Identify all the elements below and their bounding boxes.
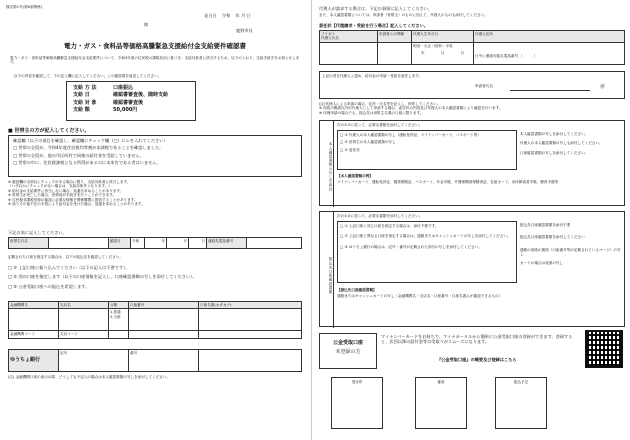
type-field[interactable]: [109, 309, 129, 331]
page-divider: [311, 0, 312, 440]
bank-docs-examples-heading: 【振込先口座確認書類】: [337, 288, 377, 292]
yucho-number-label: 番号: [129, 350, 199, 372]
label-amount: 支給 額: [73, 106, 90, 113]
value-target: 確認書審査後: [113, 99, 144, 106]
yucho-label: ゆうちょ銀行: [9, 350, 59, 372]
note-line: ※ 住民税非課税世帯の確認に必要な情報を関係機関に提供することがあります。: [8, 197, 138, 202]
header-name: 世帯主氏名: [9, 238, 49, 249]
qr-code-icon[interactable]: [585, 330, 623, 368]
stamp-reception: 受付印: [331, 377, 383, 429]
koukin-link[interactable]: 『公金受取口座』の概要及び登録はこちら: [437, 357, 517, 362]
label-date: 支給 日: [73, 92, 90, 99]
delegation-box: [319, 71, 625, 99]
stamp-transfer: 振込予定: [495, 377, 547, 429]
agent-relation-field[interactable]: [378, 42, 412, 64]
id-doc-item[interactable]: □ ③ 委任状: [340, 147, 360, 152]
footer-note: (注) 金融機関口座の表示の際、どうしても不記入の場合は本人確認書類の写しを添付してください。: [8, 375, 171, 379]
yucho-table: [8, 349, 302, 372]
id-docs-side-label: 本人確認書類の写しを添付: [320, 121, 334, 207]
confirm-era: 令和: [131, 238, 145, 249]
check-intro: 確認欄（以下の項目を確認し、確認欄にチェック欄（□）にレを入れてください）: [13, 138, 168, 143]
bank-docs-section: [319, 211, 625, 327]
agent-birth-field[interactable]: 明治・大正・昭和・平成 年 月 日: [412, 42, 474, 64]
koukin-label: 公金受取口座: [332, 340, 363, 346]
yucho-holder-field[interactable]: [199, 350, 302, 372]
agent-fine-print: (注)代理人による申請の場合、住所・氏名等を記入し、押印してください。 ※ 同居の親族以外が代理人として申請する場合、委任状の内容及び代理人の本人確認書類により確認を行います。 ※ 代理申請の場合でも、振込先は世帯主名義の口座に限ります。: [319, 102, 503, 115]
id-docs-heading: 次の①②に従って、必要な書類を添付してください。: [337, 123, 423, 127]
agent-address-field[interactable]: 日中に連絡可能な電話番号 （ ）: [474, 42, 625, 64]
label-target: 支給 対 象: [73, 99, 97, 106]
applicant-header: 下記の表に記入してください。: [8, 230, 67, 235]
id-docs-list: [337, 130, 517, 170]
header-confirm: 確認日: [109, 238, 131, 249]
check-item-3[interactable]: □ 世帯の中に、住民税課税となる所得があるのに未申告である者はいません。: [13, 159, 161, 165]
confirm-month[interactable]: 月: [167, 238, 189, 249]
id-docs-section: [319, 120, 625, 206]
bank-option-3[interactable]: □ ③ 公金受取口座への振込を希望します。: [8, 283, 90, 289]
type-option[interactable]: 1.普通: [110, 310, 121, 315]
seal-mark: ㊞: [600, 84, 606, 90]
check-item-2[interactable]: □ 世帯の全員が、他の市区町村で同様の給付金を受給していません。: [13, 152, 145, 158]
bank-table: [8, 301, 302, 339]
header-address: 代理人住所: [474, 31, 625, 43]
header-relation: 申請者との関係: [378, 31, 412, 43]
document-title: 電力・ガス・食料品等価格高騰緊急支援給付金支給要件確認書: [64, 42, 246, 50]
holder-field[interactable]: [199, 309, 302, 331]
branch-name-field[interactable]: [59, 309, 109, 331]
header-type: 分類: [109, 302, 129, 309]
bank-docs-right: 振込先口座確認書類を添付不要 振込先口座確認書類を添付してください 通帳の表紙の裏面（口座番号等が記載されているページ）の写し カードの場合は表面の写し: [520, 223, 621, 265]
id-doc-item[interactable]: □ ① 代理人の本人確認書類の写し（運転免許証、マイナンバーカード、パスポート等）: [340, 133, 481, 137]
bank-doc-item[interactable]: □ ① 上記口座と同じ口座を指定する場合は、添付不要です。: [340, 224, 439, 228]
koukin-label-box: [319, 333, 377, 369]
agent-title: 代理人が請求する場合は、下記の事項に記入してください。: [319, 6, 433, 11]
applicant-sig-field[interactable]: [510, 90, 590, 91]
notes-block: [8, 180, 302, 207]
section-heading: ■ 世帯主の方が記入してください。: [8, 128, 90, 134]
value-amount: 50,000円: [113, 106, 138, 113]
bank-options: [8, 265, 302, 289]
koukin-text: マイナンバーカードをお持ちで、マイナポータルから簡単に公金受取口座の登録ができます。登録すると、次回以降の給付金等の受取りがスムーズになります。: [381, 334, 573, 345]
header-account-no: 口座番号: [129, 302, 199, 309]
agent-sub: また、本人確認書類については、申請者（世帯主）のものに加えて、代理人のものも添付してください。: [319, 13, 488, 17]
name-field[interactable]: [49, 238, 109, 249]
bank-docs-examples-text: 通帳またはキャッシュカードの写し（金融機関名・支店名・口座番号・口座名義人が確認できるもの）: [337, 294, 503, 298]
confirm-day[interactable]: 日: [189, 238, 207, 249]
applicant-table: [8, 237, 302, 249]
form-number: 様式第1号(第6条関係): [6, 5, 43, 9]
bank-option-1[interactable]: □ ① 上記口座に振り込んでください（以下の記入は不要です）。: [8, 265, 130, 270]
intro-text-2: 以下の内容を確認して、下の記入欄に記入してください。この確認書を返送してください。: [14, 74, 162, 78]
bank-doc-item[interactable]: □ ③ ゆうちょ銀行の場合は、記号・番号が記載された部分の写しを添付してください。: [340, 244, 482, 249]
yucho-symbol-label: 記号: [59, 350, 129, 372]
bank-docs-heading: 次の①②に従って、必要な書類を添付してください。: [337, 214, 423, 218]
header-birth: 代理人生年月日: [412, 31, 474, 43]
confirm-year[interactable]: 年: [145, 238, 167, 249]
header-branch: 支店名: [59, 302, 109, 309]
stamp-review: 審査: [415, 377, 467, 429]
addressee: 様: [144, 22, 149, 27]
id-doc-item[interactable]: □ ② 世帯主の本人確認書類の写し: [340, 140, 396, 145]
note-line: ※ 給付金の支給要件に該当しない場合、返還を求めることがあります。: [8, 188, 124, 193]
bank-name-field[interactable]: [9, 309, 59, 331]
id-examples-text: マイナンバーカード、運転免許証、健康保険証、パスポート、年金手帳、介護保険被保険者証、在留カード、身体障害者手帳、療育手帳等: [337, 180, 559, 184]
header-furigana: フリガナ 代理人氏名: [320, 31, 378, 43]
left-page: [4, 3, 306, 437]
intro-text: 電力・ガス・食料品等価格高騰緊急支援給付金支給要件について、令和4年度の住民税の課税状況に基づき、支給対象者に該当するため、以下のとおり、支給手続きをお知らせします。: [10, 56, 300, 65]
bank-intro: 記載された口座を指定する場合は、以下の振込先を確認してください。: [8, 255, 123, 259]
id-docs-right: 本人確認書類の写しを添付してください。 代理人の本人確認書類の写しも添付してください。 口座確認書類の写しを添付してください。: [520, 132, 603, 155]
bank-docs-side-label: 振込先口座確認書類: [320, 212, 334, 328]
bank-code-label: 金融機関コード: [9, 331, 59, 338]
value-date: 確認書審査後、随時支給: [113, 92, 169, 99]
agent-name-field[interactable]: [320, 42, 378, 64]
right-page: [317, 3, 627, 437]
agent-table: [319, 30, 625, 65]
id-examples-heading: 【本人確認書類の例】: [337, 174, 373, 178]
bank-doc-item[interactable]: □ ② 上記口座と異なる口座を指定する場合は、通帳またはキャッシュカードの写しを添付してください。: [340, 234, 511, 239]
branch-code-label: 支店コード: [59, 331, 109, 338]
type-option[interactable]: 2.当座: [110, 314, 121, 319]
label-method: 支給 方 法: [73, 85, 97, 91]
delegate-label: 委任状【代理請求・受給を行う場合】記入してください。: [319, 23, 428, 28]
note-line: ※ 世帯主が死亡した場合、世帯員が手続きを行うことができます。: [8, 193, 117, 198]
issue-date: [204, 13, 251, 18]
account-no-field[interactable]: [129, 309, 199, 331]
bank-option-2[interactable]: □ ② 別の口座を指定します（以下の口座情報を記入し、口座確認書類の写しを添付してください）。: [8, 274, 197, 280]
check-item-1[interactable]: □ 世帯の全員が、令和4年度住民税均等割が非課税であることを確認しました。: [13, 145, 164, 151]
date-prefix: 発日日: [204, 13, 217, 18]
note-line: ※ 偽りその他不正の手段により給付金を受けた場合、返還を求めることがあります。: [8, 202, 145, 207]
payment-info-box: [66, 81, 196, 121]
date-field[interactable]: 年 月 日: [235, 13, 251, 18]
koukin-status: 未登録の方: [335, 349, 361, 356]
value-method: 口座振込: [113, 85, 134, 91]
header-holder: 口座名義(カタカナ): [199, 302, 302, 309]
note-line: （いずれかにチェックがない場合は、支給対象外となります。）: [8, 184, 112, 189]
phone-field[interactable]: [247, 238, 302, 249]
checklist-box: [8, 135, 302, 177]
header-phone: 連絡先電話番号: [207, 238, 247, 249]
delegate-body: 上記の者を代理人と認め、給付金の申請・受給を委任します。: [322, 74, 423, 78]
date-era: 令和: [221, 13, 231, 18]
note-line: ※ 確認欄の全項目にチェックがある場合に限り、支給対象者に該当します。: [8, 180, 131, 184]
header-bank: 金融機関名: [9, 302, 59, 309]
applicant-sig-label: 申請者氏名: [475, 84, 493, 88]
issuer: 鹿野市長: [236, 28, 253, 33]
bank-docs-list: [337, 221, 517, 283]
